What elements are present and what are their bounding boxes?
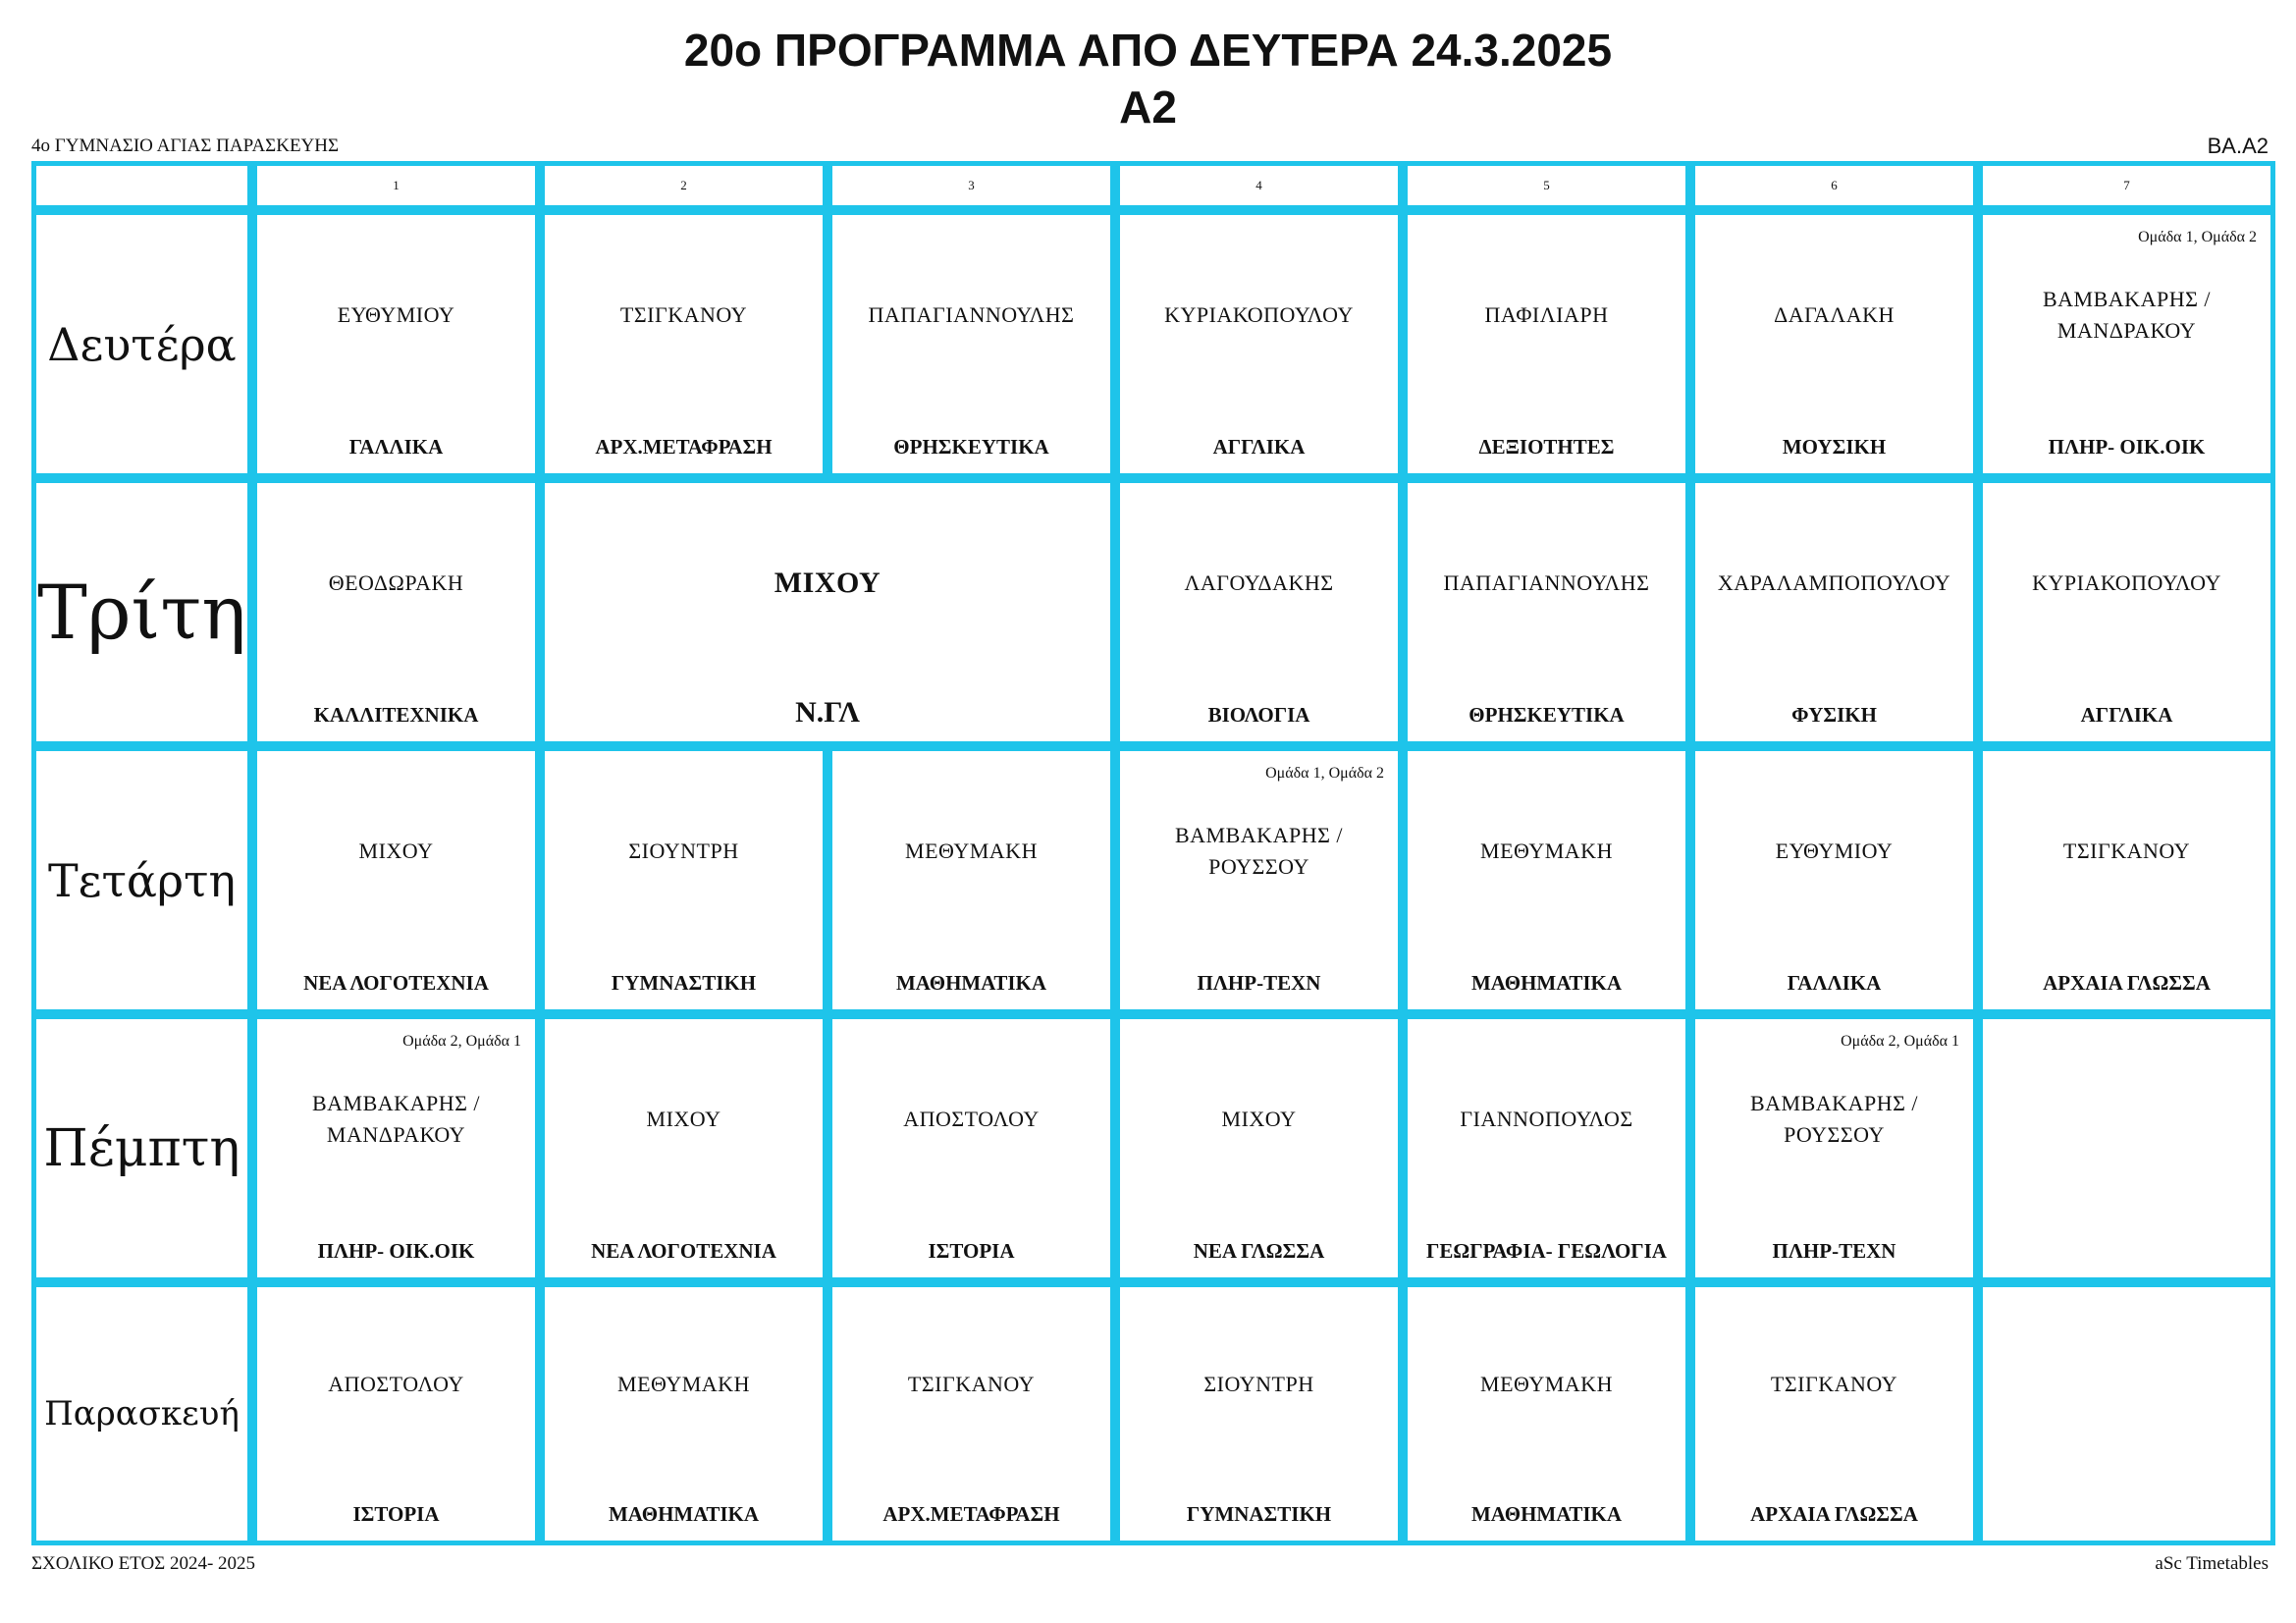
lesson-cell (1978, 210, 2275, 478)
teacher-name: ΑΠΟΣΤΟΛΟΥ (903, 1106, 1040, 1131)
lesson-cell (252, 478, 540, 746)
lesson-cell (828, 1014, 1115, 1282)
lesson-cell (1690, 478, 1978, 746)
period-header: 1 (252, 161, 540, 210)
teacher-name: ΤΣΙΓΚΑΝΟΥ (619, 301, 748, 327)
teacher-name: ΜΙΧΟΥ (646, 1106, 721, 1131)
teacher-name: ΧΑΡΑΛΑΜΠΟΠΟΥΛΟΥ (1717, 569, 1951, 595)
lesson-cell (540, 478, 1115, 746)
empty-cell (1978, 1282, 2275, 1545)
subject-name: ΜΑΘΗΜΑΤΙΚΑ (1470, 971, 1623, 995)
subject-name: ΑΓΓΛΙΚΑ (2080, 703, 2173, 727)
subject-name: ΘΡΗΣΚΕΥΤΙΚΑ (1468, 703, 1625, 727)
day-label: Πέμπτη (31, 1014, 252, 1282)
lesson-cell (1978, 478, 2275, 746)
day-label: Δευτέρα (31, 210, 252, 478)
subject-name: ΑΡΧΑΙΑ ΓΛΩΣΣΑ (2043, 971, 2211, 995)
subject-name: ΙΣΤΟΡΙΑ (352, 1502, 440, 1526)
lesson-cell (1690, 1014, 1978, 1282)
lesson-cell (1403, 478, 1690, 746)
lesson-cell (252, 1282, 540, 1545)
subject-name: ΑΓΓΛΙΚΑ (1212, 435, 1306, 459)
lesson-cell (1115, 478, 1403, 746)
lesson-cell (1403, 210, 1690, 478)
lesson-cell (1978, 746, 2275, 1014)
lesson-cell (1115, 746, 1403, 1014)
teacher-name: ΓΙΑΝΝΟΠΟΥΛΟΣ (1460, 1106, 1633, 1131)
subject-name: ΓΕΩΓΡΑΦΙΑ- ΓΕΩΛΟΓΙΑ (1426, 1239, 1667, 1263)
subject-name: ΝΕΑ ΛΟΓΟΤΕΧΝΙΑ (303, 971, 489, 995)
subject-name: ΠΛΗΡ- ΟΙΚ.ΟΙΚ (317, 1239, 475, 1263)
lesson-cell (1403, 746, 1690, 1014)
subject-name: ΒΙΟΛΟΓΙΑ (1207, 703, 1310, 727)
teacher-name: ΒΑΜΒΑΚΑΡΗΣ / ΡΟΥΣΣΟΥ (1175, 822, 1343, 879)
school-year: ΣΧΟΛΙΚΟ ΕΤΟΣ 2024- 2025 (31, 1553, 256, 1574)
page-title: 20ο ΠΡΟΓΡΑΜΜΑ ΑΠΟ ΔΕΥΤΕΡΑ 24.3.2025 (683, 25, 1613, 76)
corner-cell (31, 161, 252, 210)
teacher-name: ΕΥΘΥΜΙΟΥ (337, 301, 455, 327)
subject-name: ΜΑΘΗΜΑΤΙΚΑ (1470, 1502, 1623, 1526)
teacher-name: ΕΥΘΥΜΙΟΥ (1775, 838, 1894, 863)
group-label: Ομάδα 2, Ομάδα 1 (1841, 1033, 1959, 1050)
teacher-name: ΘΕΟΔΩΡΑΚΗ (328, 569, 464, 595)
empty-cell (1978, 1014, 2275, 1282)
subject-name: ΠΛΗΡ- ΟΙΚ.ΟΙΚ (2048, 435, 2206, 459)
class-name: Α2 (1119, 81, 1177, 133)
teacher-name: ΠΑΠΑΓΙΑΝΝΟΥΛΗΣ (1443, 569, 1650, 595)
teacher-name: ΜΙΧΟΥ (358, 838, 434, 863)
teacher-name: ΚΥΡΙΑΚΟΠΟΥΛΟΥ (2032, 569, 2221, 595)
subject-name: ΑΡΧΑΙΑ ΓΛΩΣΣΑ (1750, 1502, 1918, 1526)
lesson-cell (828, 210, 1115, 478)
subject-name: ΜΑΘΗΜΑΤΙΚΑ (895, 971, 1047, 995)
lesson-cell (252, 1014, 540, 1282)
teacher-name: ΣΙΟΥΝΤΡΗ (1203, 1372, 1314, 1396)
teacher-name: ΠΑΠΑΓΙΑΝΝΟΥΛΗΣ (868, 301, 1075, 327)
teacher-name: ΒΑΜΒΑΚΑΡΗΣ / ΜΑΝΔΡΑΚΟΥ (2043, 286, 2211, 343)
group-label: Ομάδα 2, Ομάδα 1 (402, 1033, 521, 1050)
lesson-cell (828, 746, 1115, 1014)
lesson-cell (540, 1282, 828, 1545)
lesson-cell (1115, 210, 1403, 478)
teacher-name: ΔΑΓΑΛΑΚΗ (1774, 301, 1895, 327)
subject-name: ΠΛΗΡ-ΤΕΧΝ (1772, 1239, 1896, 1263)
lesson-cell (540, 1014, 828, 1282)
subject-name: ΜΟΥΣΙΚΗ (1782, 435, 1887, 459)
lesson-cell (1690, 746, 1978, 1014)
teacher-name: ΣΙΟΥΝΤΡΗ (628, 838, 739, 863)
timetable-grid (31, 161, 2275, 1545)
lesson-cell (1403, 1282, 1690, 1545)
period-header: 4 (1115, 161, 1403, 210)
subject-name: ΑΡΧ.ΜΕΤΑΦΡΑΣΗ (595, 435, 773, 459)
lesson-cell (540, 746, 828, 1014)
day-label: Τετάρτη (31, 746, 252, 1014)
period-header: 5 (1403, 161, 1690, 210)
teacher-name: ΒΑΜΒΑΚΑΡΗΣ / ΡΟΥΣΣΟΥ (1750, 1090, 1918, 1147)
subject-name: ΠΛΗΡ-ΤΕΧΝ (1197, 971, 1321, 995)
teacher-name: ΜΙΧΟΥ (1221, 1106, 1297, 1131)
subject-name: ΝΕΑ ΛΟΓΟΤΕΧΝΙΑ (591, 1239, 776, 1263)
subject-name: ΚΑΛΛΙΤΕΧΝΙΚΑ (313, 703, 479, 727)
subject-name: ΓΥΜΝΑΣΤΙΚΗ (611, 971, 757, 995)
class-code: ΒΑ.Α2 (2207, 134, 2269, 158)
lesson-cell (252, 746, 540, 1014)
group-label: Ομάδα 1, Ομάδα 2 (1265, 765, 1384, 782)
lesson-cell (1115, 1014, 1403, 1282)
subject-name: ΓΥΜΝΑΣΤΙΚΗ (1186, 1502, 1332, 1526)
lesson-cell (828, 1282, 1115, 1545)
teacher-name: ΜΙΧΟΥ (774, 566, 881, 599)
teacher-name: ΤΣΙΓΚΑΝΟΥ (2062, 838, 2191, 863)
group-label: Ομάδα 1, Ομάδα 2 (2138, 229, 2257, 245)
teacher-name: ΤΣΙΓΚΑΝΟΥ (1770, 1372, 1898, 1396)
lesson-cell (1403, 1014, 1690, 1282)
subject-name: ΝΕΑ ΓΛΩΣΣΑ (1193, 1239, 1325, 1263)
subject-name: ΓΑΛΛΙΚΑ (1787, 971, 1882, 995)
day-label: Παρασκευή (31, 1282, 252, 1545)
teacher-name: ΚΥΡΙΑΚΟΠΟΥΛΟΥ (1164, 301, 1354, 327)
subject-name: ΦΥΣΙΚΗ (1791, 703, 1877, 727)
teacher-name: ΠΑΦΙΛΙΑΡΗ (1484, 301, 1609, 327)
period-header: 2 (540, 161, 828, 210)
lesson-cell (1690, 1282, 1978, 1545)
subject-name: ΜΑΘΗΜΑΤΙΚΑ (608, 1502, 760, 1526)
subject-name: ΑΡΧ.ΜΕΤΑΦΡΑΣΗ (882, 1502, 1060, 1526)
lesson-cell (252, 210, 540, 478)
lesson-cell (540, 210, 828, 478)
teacher-name: ΛΑΓΟΥΔΑΚΗΣ (1184, 569, 1334, 595)
lesson-cell (1115, 1282, 1403, 1545)
software-credit: aSc Timetables (2155, 1553, 2269, 1574)
teacher-name: ΑΠΟΣΤΟΛΟΥ (328, 1372, 464, 1396)
subject-name: ΙΣΤΟΡΙΑ (928, 1239, 1015, 1263)
school-name: 4ο ΓΥΜΝΑΣΙΟ ΑΓΙΑΣ ΠΑΡΑΣΚΕΥΗΣ (31, 135, 340, 156)
teacher-name: ΜΕΘΥΜΑΚΗ (617, 1372, 750, 1396)
lesson-cell (1690, 210, 1978, 478)
teacher-name: ΤΣΙΓΚΑΝΟΥ (907, 1372, 1036, 1396)
period-header: 6 (1690, 161, 1978, 210)
teacher-name: ΜΕΘΥΜΑΚΗ (1480, 838, 1613, 863)
subject-name: ΔΕΞΙΟΤΗΤΕΣ (1478, 435, 1615, 459)
period-header: 3 (828, 161, 1115, 210)
period-header: 7 (1978, 161, 2275, 210)
subject-name: ΓΑΛΛΙΚΑ (348, 435, 444, 459)
subject-name: ΘΡΗΣΚΕΥΤΙΚΑ (893, 435, 1049, 459)
teacher-name: ΜΕΘΥΜΑΚΗ (1480, 1372, 1613, 1396)
teacher-name: ΒΑΜΒΑΚΑΡΗΣ / ΜΑΝΔΡΑΚΟΥ (312, 1090, 480, 1147)
day-label: Τρίτη (31, 478, 252, 746)
teacher-name: ΜΕΘΥΜΑΚΗ (905, 838, 1038, 863)
subject-name: Ν.ΓΛ (795, 696, 860, 729)
